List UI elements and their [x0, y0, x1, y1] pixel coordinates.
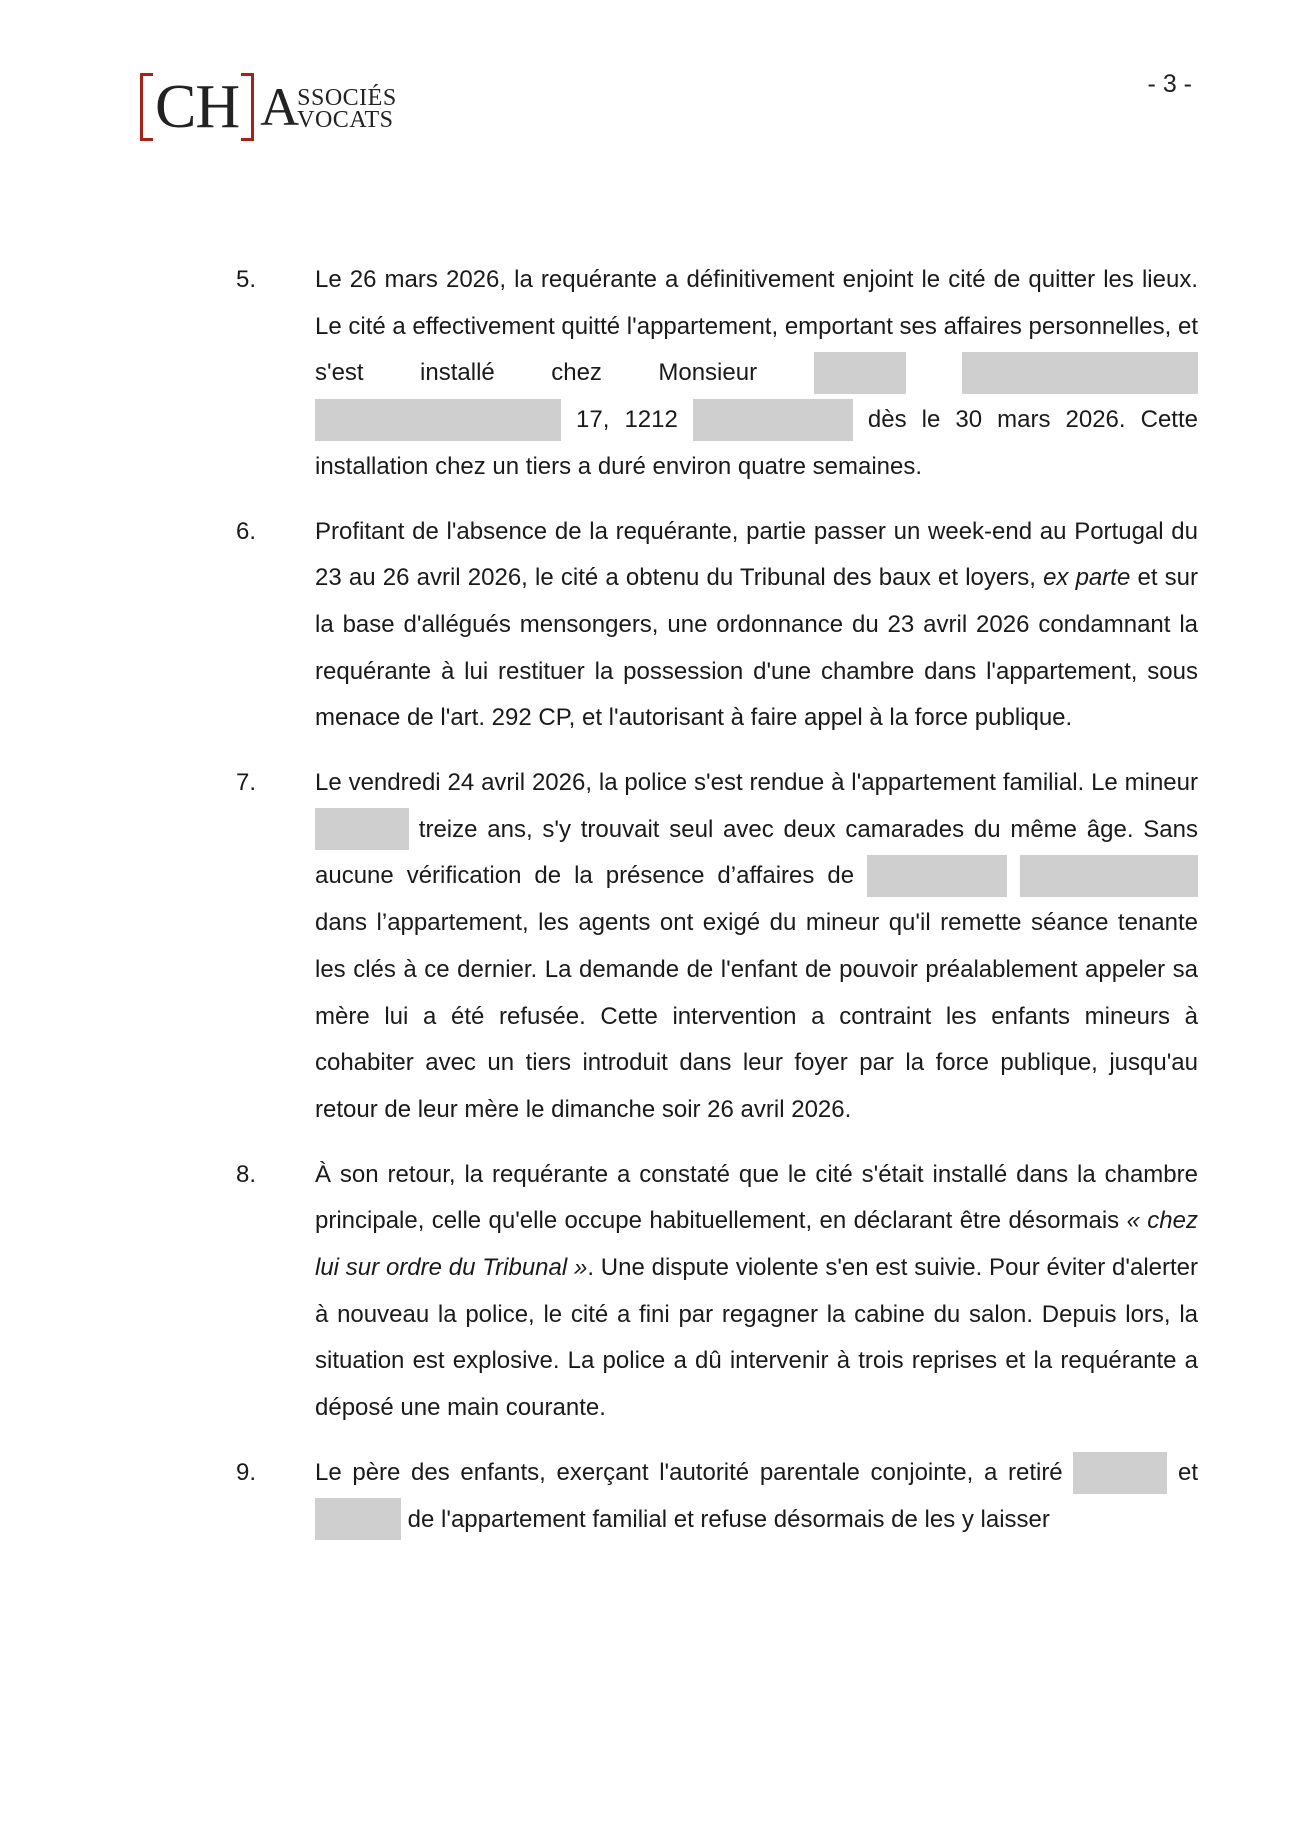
- redaction-block: [1073, 1452, 1167, 1494]
- paragraph-number: 7.: [236, 769, 257, 797]
- paragraph-text: Le père des enfants, exerçant l'autorité parentale conjointe, a retiré et de l'appartement familial et refuse désormais de les y laisser: [315, 1450, 1198, 1543]
- paragraph-text: Le 26 mars 2026, la requérante a définitivement enjoint le cité de quitter les lieux. Le cité a effectivement quitté l'appartement, emportant ses affaires personnelles, et s'est installé chez Monsieur 17, 1212 dès le 30 mars 2026. Cette installation chez un tiers a duré environ quatre semaines.: [315, 266, 1198, 480]
- paragraph-number: 6.: [236, 517, 257, 545]
- logo-line-associes: SSOCIÉS: [297, 85, 397, 111]
- logo-bracket-left: [140, 73, 153, 141]
- logo-wordmark: [260, 77, 397, 137]
- paragraph-6: [236, 509, 1198, 743]
- logo-bracket-right: [241, 73, 254, 141]
- paragraph-7: [236, 760, 1198, 1134]
- redaction-block: [962, 352, 1198, 394]
- emphasis: ex parte: [1043, 564, 1131, 592]
- redaction-block: [814, 352, 906, 394]
- paragraph-9: [236, 1450, 1198, 1543]
- paragraph-number: 9.: [236, 1458, 257, 1486]
- redaction-block: [693, 399, 853, 441]
- firm-logo: [140, 72, 397, 142]
- redaction-block: [315, 399, 561, 441]
- paragraph-text: Le vendredi 24 avril 2026, la police s'est rendue à l'appartement familial. Le mineur treize ans, s'y trouvait seul avec deux camarades du même âge. Sans aucune vérification de la présence d’affaires de dans l’appartement, les agents ont exigé du mineur qu'il remette séance tenante les clés à ce dernier. La demande de l'enfant de pouvoir préalablement appeler sa mère lui a été refusée. Cette intervention a contraint les enfants mineurs à cohabiter avec un tiers introduit dans leur foyer par la force publique, jusqu'au retour de leur mère le dimanche soir 26 avril 2026.: [315, 769, 1198, 1123]
- paragraph-8: [236, 1152, 1198, 1432]
- page-number: - 3 -: [1147, 70, 1192, 98]
- paragraph-number: 5.: [236, 266, 257, 293]
- redaction-block: [315, 1498, 401, 1540]
- paragraph-5: [236, 257, 1198, 491]
- redaction-block: [1020, 855, 1198, 897]
- logo-a: A: [260, 77, 300, 137]
- document-body: [236, 257, 1198, 1561]
- redaction-block: [315, 808, 409, 850]
- paragraph-number: 8.: [236, 1160, 257, 1188]
- logo-line-avocats: VOCATS: [297, 107, 394, 133]
- paragraph-text: Profitant de l'absence de la requérante, partie passer un week-end au Portugal du 23 au 26 avril 2026, le cité a obtenu du Tribunal des baux et loyers, ex parte et sur la base d'allégués mensongers, une ordonnance du 23 avril 2026 condamnant la requérante à lui restituer la possession d'une chambre dans l'appartement, sous menace de l'art. 292 CP, et l'autorisant à faire appel à la force publique.: [315, 517, 1199, 732]
- redaction-block: [867, 855, 1007, 897]
- paragraph-text: À son retour, la requérante a constaté que le cité s'était installé dans la chambre principale, celle qu'elle occupe habituellement, en déclarant être désormais « chez lui sur ordre du Tribunal ». Une dispute violente s'en est suivie. Pour éviter d'alerter à nouveau la police, le cité a fini par regagner la cabine du salon. Depuis lors, la situation est explosive. La police a dû intervenir à trois reprises et la requérante a déposé une main courante.: [315, 1160, 1198, 1422]
- emphasis: « chez lui sur ordre du Tribunal »: [315, 1207, 1198, 1282]
- logo-letters: CH: [155, 73, 240, 141]
